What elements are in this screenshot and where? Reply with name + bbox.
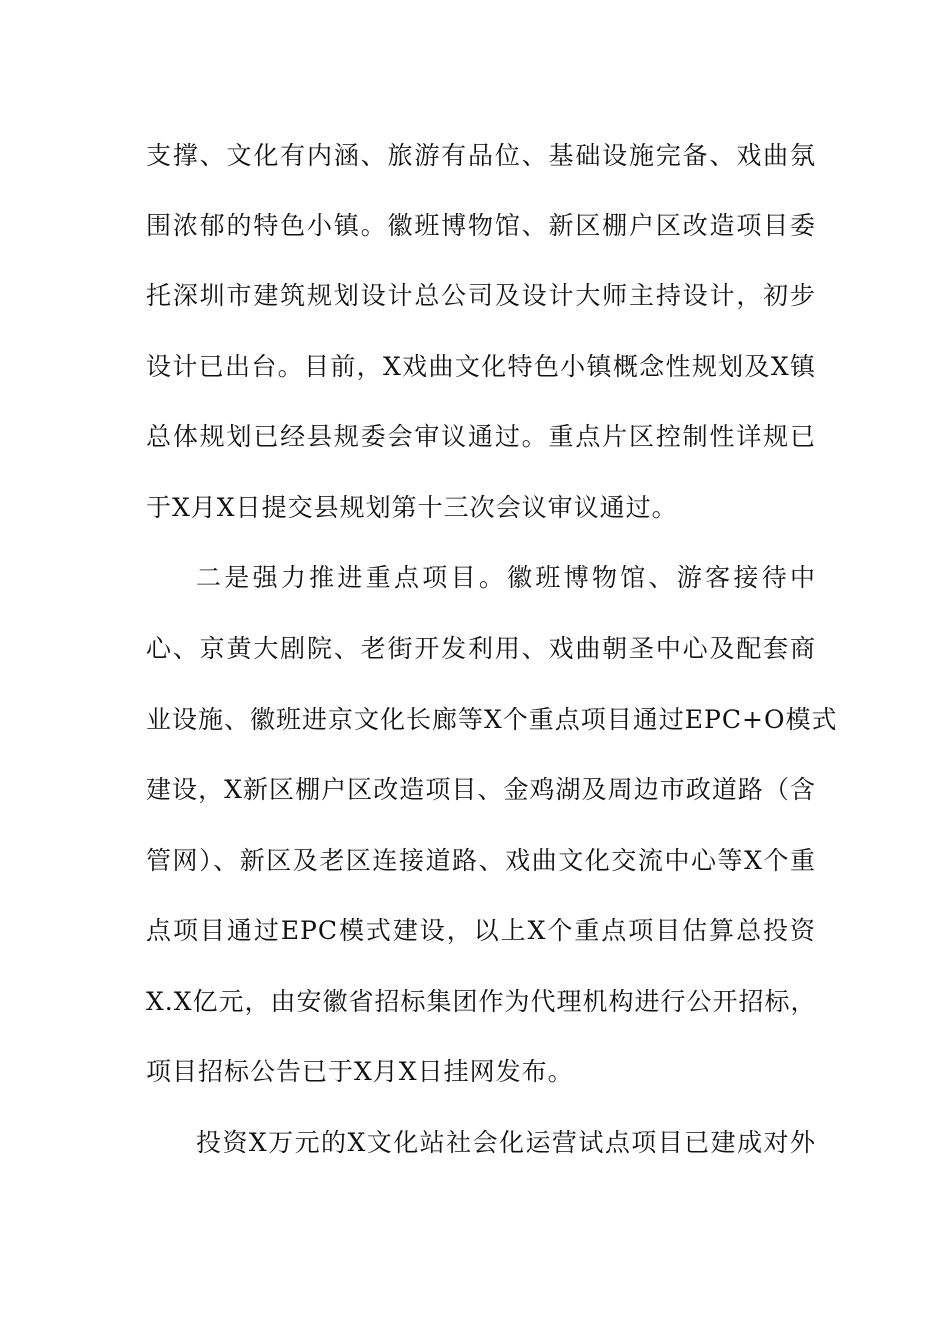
text-line: 于X月X日提交县规划第十三次会议审议通过。 <box>146 493 678 522</box>
text-line: 设计已出台。目前，X戏曲文化特色小镇概念性规划及X镇 <box>146 352 816 381</box>
text-line: X.X亿元，由安徽省招标集团作为代理机构进行公开招标， <box>146 987 817 1016</box>
text-line: 托深圳市建筑规划设计总公司及设计大师主持设计，初步 <box>146 281 816 310</box>
text-line: 心、京黄大剧院、老街开发利用、戏曲朝圣中心及配套商 <box>146 634 816 663</box>
text-line: 项目招标公告已于X月X日挂网发布。 <box>146 1057 574 1086</box>
text-line: 管网）、新区及老区连接道路、戏曲文化交流中心等X个重 <box>146 846 816 875</box>
text-line: 支撑、文化有内涵、旅游有品位、基础设施完备、戏曲氛 <box>146 141 816 170</box>
text-line: 点项目通过EPC模式建设，以上X个重点项目估算总投资 <box>146 916 816 945</box>
paragraph-first-line: 二是强力推进重点项目。徽班博物馆、游客接待中 <box>196 563 816 592</box>
text-line: 业设施、徽班进京文化长廊等X个重点项目通过EPC+O模式 <box>146 705 838 734</box>
paragraph-first-line: 投资X万元的X文化站社会化运营试点项目已建成对外 <box>196 1128 816 1157</box>
text-line: 建设，X新区棚户区改造项目、金鸡湖及周边市政道路（含 <box>146 775 816 804</box>
text-line: 围浓郁的特色小镇。徽班博物馆、新区棚户区改造项目委 <box>146 211 816 240</box>
text-line: 总体规划已经县规委会审议通过。重点片区控制性详规已 <box>146 422 816 451</box>
